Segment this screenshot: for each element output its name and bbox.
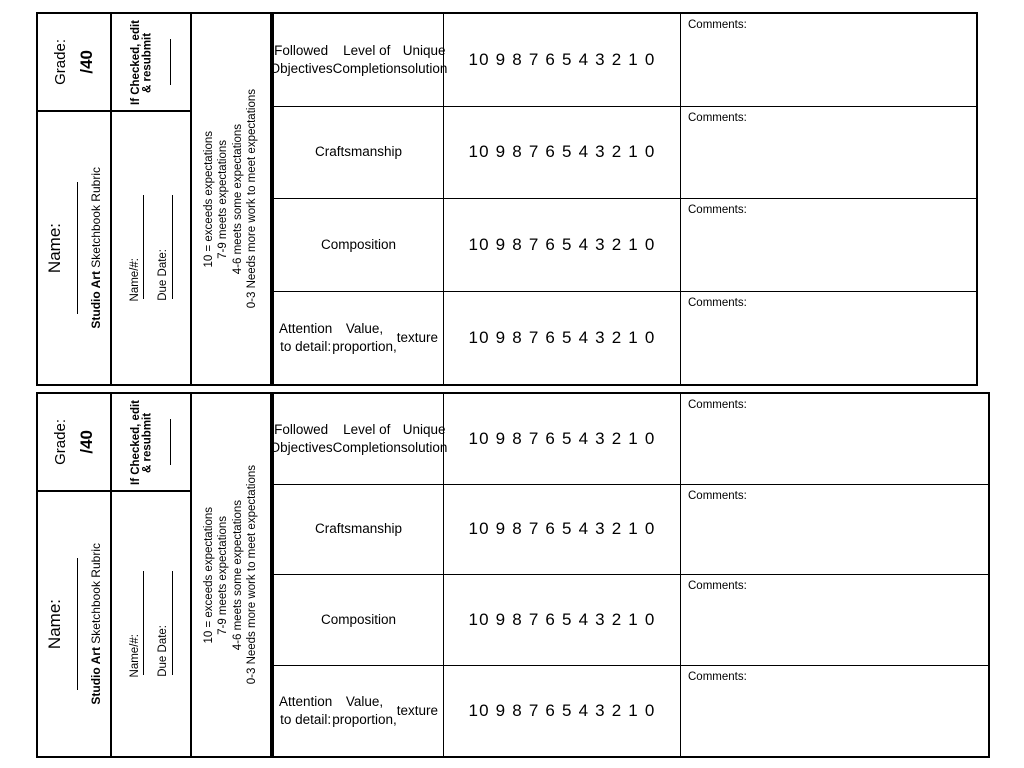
name-label: Name: (45, 598, 64, 650)
name-cell-1 (38, 112, 110, 384)
table-row (274, 107, 976, 200)
student-fields-cell-1 (112, 112, 190, 384)
criteria-label-row0: Followed Objectives Level of Completion Unique solution (274, 14, 444, 106)
scale-item-2: 4-6 meets some expectations (231, 499, 244, 651)
comments-box-row3[interactable]: Comments: (688, 670, 747, 683)
scale-item-0: 10 = exceeds expectations (202, 506, 215, 644)
due-date-field-1[interactable] (158, 195, 173, 301)
criteria-label-row2: Composition (274, 199, 444, 291)
criteria-label-row1: Craftsmanship (274, 107, 444, 199)
criteria-label-row0: Followed Objectives Level of Completion Unique solution (274, 394, 444, 484)
scale-item-2: 4-6 meets some expectations (231, 123, 244, 275)
score-scale-row2[interactable]: 10 9 8 7 6 5 4 3 2 1 0 (444, 575, 681, 665)
score-scale-row1[interactable]: 10 9 8 7 6 5 4 3 2 1 0 (444, 485, 681, 575)
name-cell-2 (38, 492, 110, 756)
score-scale-row3[interactable]: 10 9 8 7 6 5 4 3 2 1 0 (444, 666, 681, 757)
table-row (274, 575, 988, 666)
grade-label: Grade: (52, 39, 69, 85)
name-label: Name: (45, 222, 64, 274)
resubmit-checkbox-cell-2[interactable] (112, 394, 190, 492)
student-header-column-1 (36, 12, 112, 386)
name-number-field-1[interactable] (130, 195, 145, 301)
course-title-label: Studio Art Sketchbook Rubric (89, 543, 103, 705)
resubmit-column-2 (112, 392, 192, 758)
score-scale-row3[interactable]: 10 9 8 7 6 5 4 3 2 1 0 (444, 292, 681, 385)
scale-item-1: 7-9 meets expectations (217, 515, 229, 635)
name-write-line[interactable] (77, 182, 78, 314)
score-scale-row0[interactable]: 10 9 8 7 6 5 4 3 2 1 0 (444, 394, 681, 484)
course-title-label: Studio Art Sketchbook Rubric (89, 167, 103, 329)
due-date-write-line[interactable] (172, 195, 173, 299)
comments-box-row0[interactable]: Comments: (688, 19, 747, 31)
resubmit-label: If Checked, edit & resubmit (130, 19, 154, 105)
scale-item-1: 7-9 meets expectations (217, 139, 229, 259)
comments-box-row2[interactable]: Comments: (688, 580, 747, 592)
table-row (269, 394, 988, 485)
resubmit-check-line[interactable] (170, 39, 171, 85)
due-date-label: Due Date: (157, 249, 169, 301)
scale-item-3: 0-3 Needs more work to meet expectations (246, 465, 258, 685)
student-fields-cell-2 (112, 492, 190, 756)
comments-box-row2[interactable]: Comments: (688, 204, 747, 216)
student-header-column-2 (36, 392, 112, 758)
criteria-table-2 (269, 392, 990, 758)
grade-cell-1 (38, 14, 110, 112)
comments-box-row1[interactable]: Comments: (688, 489, 747, 502)
resubmit-check-line[interactable] (170, 419, 171, 465)
scale-item-3: 0-3 Needs more work to meet expectations (246, 89, 258, 309)
table-row (269, 14, 976, 107)
name-number-field-2[interactable] (130, 571, 145, 677)
criteria-label-row2: Composition (274, 575, 444, 665)
name-number-label: Name/#: (128, 257, 141, 301)
grade-value: /40 (77, 430, 96, 454)
resubmit-checkbox-cell-1[interactable] (112, 14, 190, 112)
name-number-label: Name/#: (128, 633, 141, 677)
table-row (274, 199, 976, 292)
table-row (274, 485, 988, 576)
scale-legend-column-1 (192, 12, 272, 386)
table-row (274, 666, 988, 757)
criteria-label-row3: Attention to detail: Value, proportion, texture (274, 666, 444, 757)
scale-item-0: 10 = exceeds expectations (202, 130, 215, 268)
grade-cell-2 (38, 394, 110, 492)
due-date-label: Due Date: (157, 625, 169, 677)
resubmit-label: If Checked, edit & resubmit (130, 399, 154, 485)
comments-box-row0[interactable]: Comments: (688, 399, 747, 411)
comments-box-row1[interactable]: Comments: (688, 111, 747, 124)
rubric-block-1 (36, 12, 978, 386)
comments-box-row3[interactable]: Comments: (688, 296, 747, 309)
due-date-field-2[interactable] (158, 571, 173, 677)
score-scale-row1[interactable]: 10 9 8 7 6 5 4 3 2 1 0 (444, 107, 681, 199)
name-number-write-line[interactable] (143, 571, 144, 675)
criteria-label-row3: Attention to detail: Value, proportion, texture (274, 292, 444, 385)
resubmit-column-1 (112, 12, 192, 386)
criteria-label-row1: Craftsmanship (274, 485, 444, 575)
due-date-write-line[interactable] (172, 571, 173, 675)
rubric-block-2 (36, 392, 990, 758)
grade-label: Grade: (52, 419, 69, 465)
name-write-line[interactable] (77, 558, 78, 690)
name-number-write-line[interactable] (143, 195, 144, 299)
score-scale-row2[interactable]: 10 9 8 7 6 5 4 3 2 1 0 (444, 199, 681, 291)
grade-value: /40 (77, 50, 96, 74)
criteria-table-1 (269, 12, 978, 386)
table-row (274, 292, 976, 385)
score-scale-row0[interactable]: 10 9 8 7 6 5 4 3 2 1 0 (444, 14, 681, 106)
scale-legend-column-2 (192, 392, 272, 758)
